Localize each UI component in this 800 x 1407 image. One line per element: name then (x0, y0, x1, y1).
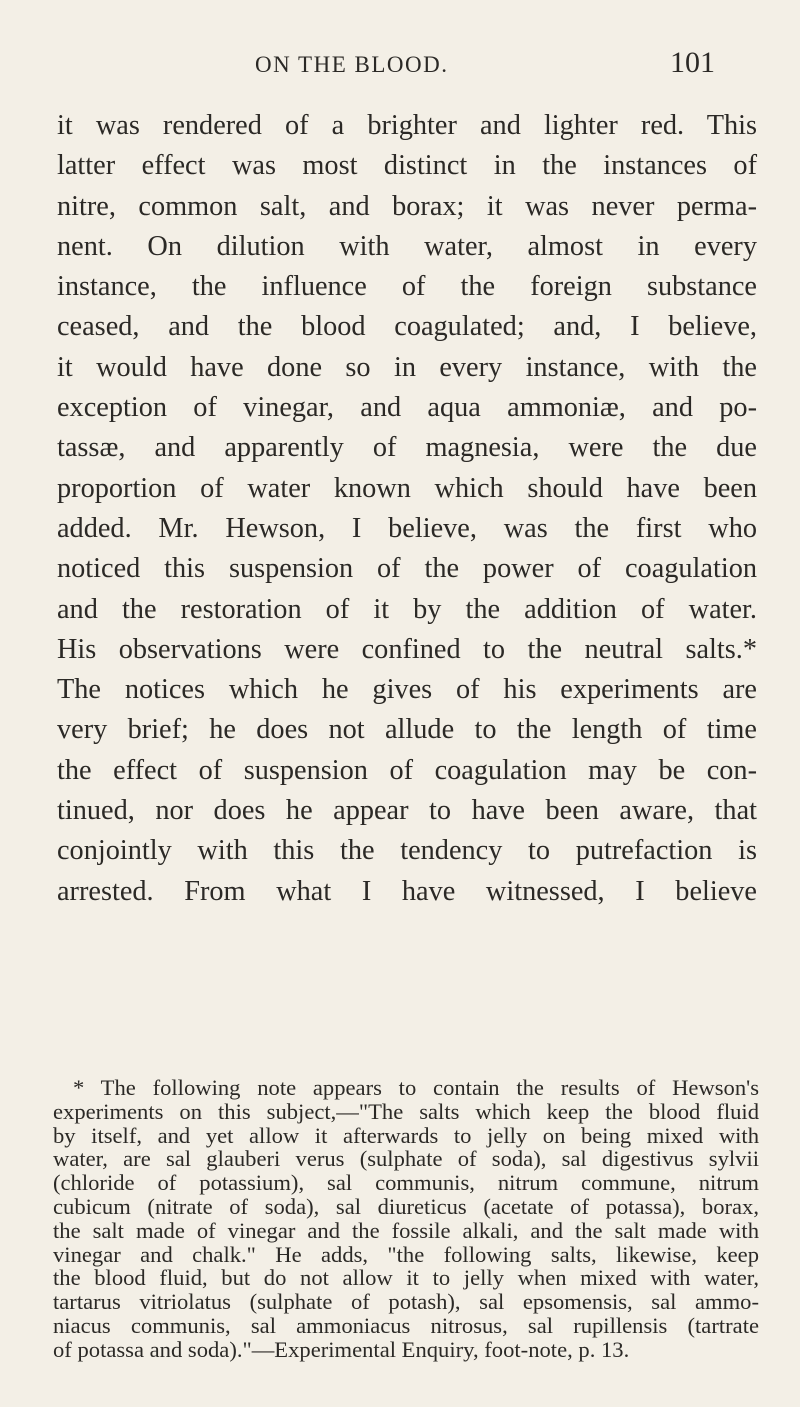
footnote-line: vinegar and chalk." He adds, "the following salts, likewise, keep (53, 1241, 759, 1267)
body-line: nitre, common salt, and borax; it was never perma- (57, 190, 757, 222)
footnote-line: water, are sal glauberi verus (sulphate of soda), sal digestivus sylvii (53, 1146, 759, 1172)
body-line: proportion of water known which should have been (57, 472, 757, 504)
footnote-line: of potassa and soda)."—Experimental Enquiry, foot-note, p. 13. (53, 1336, 630, 1362)
body-line: His observations were confined to the neutral salts.* (57, 633, 757, 665)
body-line: added. Mr. Hewson, I believe, was the first who (57, 512, 757, 544)
body-text (57, 106, 757, 912)
footnote-line: niacus communis, sal ammoniacus nitrosus, sal rupillensis (tartrate (53, 1312, 759, 1338)
footnote-line: (chloride of potassium), sal communis, nitrum commune, nitrum (53, 1170, 759, 1196)
page-number: 101 (670, 46, 715, 79)
body-line: the effect of suspension of coagulation may be con- (57, 754, 757, 786)
footnote (53, 1076, 759, 1362)
footnote-line: tartarus vitriolatus (sulphate of potash), sal epsomensis, sal ammo- (53, 1289, 759, 1315)
body-line: latter effect was most distinct in the instances of (57, 150, 757, 182)
footnote-line: cubicum (nitrate of soda), sal diureticus (acetate of potassa), borax, (53, 1193, 759, 1219)
footnote-line: the salt made of vinegar and the fossile alkali, and the salt made with (53, 1217, 759, 1243)
body-line: conjointly with this the tendency to putrefaction is (57, 835, 757, 867)
body-line: it was rendered of a brighter and lighter red. This (57, 110, 757, 141)
footnote-line: by itself, and yet allow it afterwards to jelly on being mixed with (53, 1122, 759, 1148)
body-line: noticed this suspension of the power of coagulation (57, 553, 757, 585)
footnote-line: * The following note appears to contain the results of Hewson's (73, 1075, 759, 1100)
body-line: and the restoration of it by the addition of water. (57, 593, 757, 625)
body-line: it would have done so in every instance, with the (57, 351, 757, 383)
body-line: arrested. From what I have witnessed, I believe (57, 875, 757, 907)
footnote-line: experiments on this subject,—"The salts which keep the blood fluid (53, 1098, 759, 1124)
body-line: exception of vinegar, and aqua ammoniæ, and po- (57, 392, 757, 424)
running-title: ON THE BLOOD. (255, 52, 449, 77)
footnote-line: the blood fluid, but do not allow it to jelly when mixed with water, (53, 1265, 759, 1291)
body-line: nent. On dilution with water, almost in every (57, 230, 757, 262)
body-line: tinued, nor does he appear to have been aware, that (57, 795, 757, 827)
body-line: tassæ, and apparently of magnesia, were the due (57, 432, 757, 464)
body-line: instance, the influence of the foreign substance (57, 271, 757, 303)
body-line: ceased, and the blood coagulated; and, I believe, (57, 311, 757, 343)
running-head (255, 46, 715, 92)
body-line: The notices which he gives of his experiments are (57, 674, 757, 706)
body-line: very brief; he does not allude to the length of time (57, 714, 757, 746)
